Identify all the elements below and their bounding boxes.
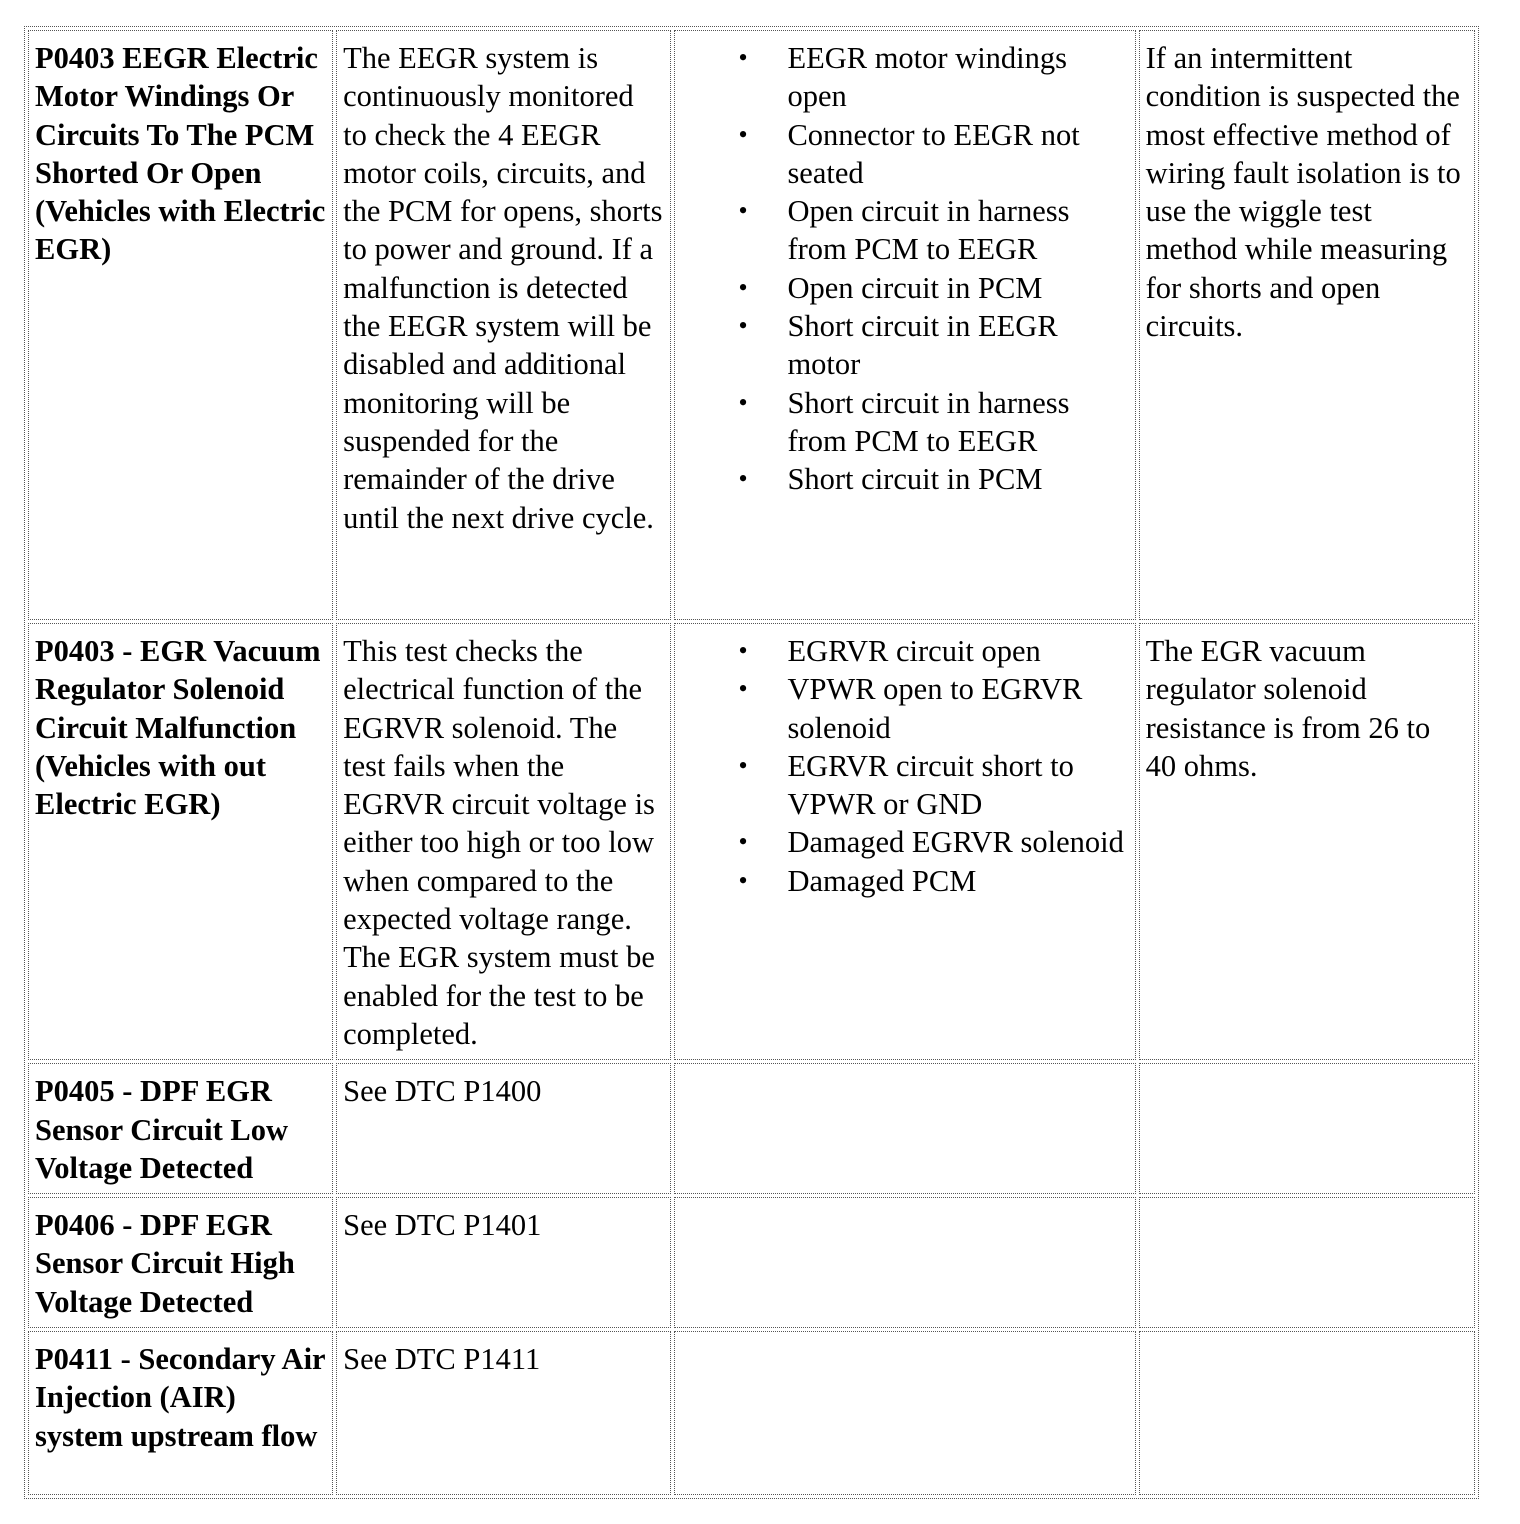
description-cell: See DTC P1411: [336, 1331, 671, 1495]
possible-causes-cell: [674, 1331, 1135, 1495]
cause-item: • Damaged EGRVR solenoid: [681, 823, 1128, 861]
cause-item: • Short circuit in EEGR motor: [681, 307, 1128, 384]
dtc-table: [24, 26, 1479, 1499]
diagnostic-notes-cell: [1139, 1197, 1475, 1328]
cause-item: • VPWR open to EGRVR solenoid: [681, 670, 1128, 747]
description-cell: This test checks the electrical function of the EGRVR solenoid. The test fails when the EGRVR circuit voltage is either too high or too low when compared to the expected voltage range. The EGR system must be enabled for the test to be completed.: [336, 623, 671, 1060]
dtc-code-cell: P0403 - EGR Vacuum Regulator Solenoid Circuit Malfunction (Vehicles with out Electric EGR): [28, 623, 333, 1060]
description-cell: The EEGR system is continuously monitored to check the 4 EEGR motor coils, circuits, and the PCM for opens, shorts to power and ground. If a malfunction is detected the EEGR system will be disabled and additional monitoring will be suspended for the remainder of the drive until the next drive cycle.: [336, 30, 671, 620]
dtc-code-cell: P0403 EEGR Electric Motor Windings Or Circuits To The PCM Shorted Or Open (Vehicles with Electric EGR): [28, 30, 333, 620]
cause-item: • EEGR motor windings open: [681, 39, 1128, 116]
possible-causes-cell: [674, 1197, 1135, 1328]
table-row: [28, 1197, 1475, 1328]
document-page: [24, 26, 1479, 1499]
cause-item: • Damaged PCM: [681, 862, 1128, 900]
possible-causes-list: [681, 632, 1128, 900]
diagnostic-notes-cell: The EGR vacuum regulator solenoid resistance is from 26 to 40 ohms.: [1139, 623, 1475, 1060]
table-row: [28, 623, 1475, 1060]
table-row: [28, 1331, 1475, 1495]
description-cell: See DTC P1401: [336, 1197, 671, 1328]
possible-causes-list: [681, 39, 1128, 499]
cause-item: • EGRVR circuit short to VPWR or GND: [681, 747, 1128, 824]
dtc-code-cell: P0405 - DPF EGR Sensor Circuit Low Voltage Detected: [28, 1063, 333, 1194]
dtc-table-body: [28, 30, 1475, 1495]
possible-causes-cell: [674, 623, 1135, 1060]
cause-item: • Short circuit in PCM: [681, 460, 1128, 498]
cause-item: • Short circuit in harness from PCM to EEGR: [681, 384, 1128, 461]
cause-item: • EGRVR circuit open: [681, 632, 1128, 670]
description-cell: See DTC P1400: [336, 1063, 671, 1194]
cause-item: • Open circuit in harness from PCM to EEGR: [681, 192, 1128, 269]
diagnostic-notes-cell: [1139, 1063, 1475, 1194]
table-row: [28, 30, 1475, 620]
diagnostic-notes-cell: [1139, 1331, 1475, 1495]
cause-item: • Connector to EEGR not seated: [681, 116, 1128, 193]
dtc-code-cell: P0411 - Secondary Air Injection (AIR) system upstream flow: [28, 1331, 333, 1495]
possible-causes-cell: [674, 1063, 1135, 1194]
table-row: [28, 1063, 1475, 1194]
cause-item: • Open circuit in PCM: [681, 269, 1128, 307]
diagnostic-notes-cell: If an intermittent condition is suspected the most effective method of wiring fault isolation is to use the wiggle test method while measuring for shorts and open circuits.: [1139, 30, 1475, 620]
possible-causes-cell: [674, 30, 1135, 620]
dtc-code-cell: P0406 - DPF EGR Sensor Circuit High Voltage Detected: [28, 1197, 333, 1328]
